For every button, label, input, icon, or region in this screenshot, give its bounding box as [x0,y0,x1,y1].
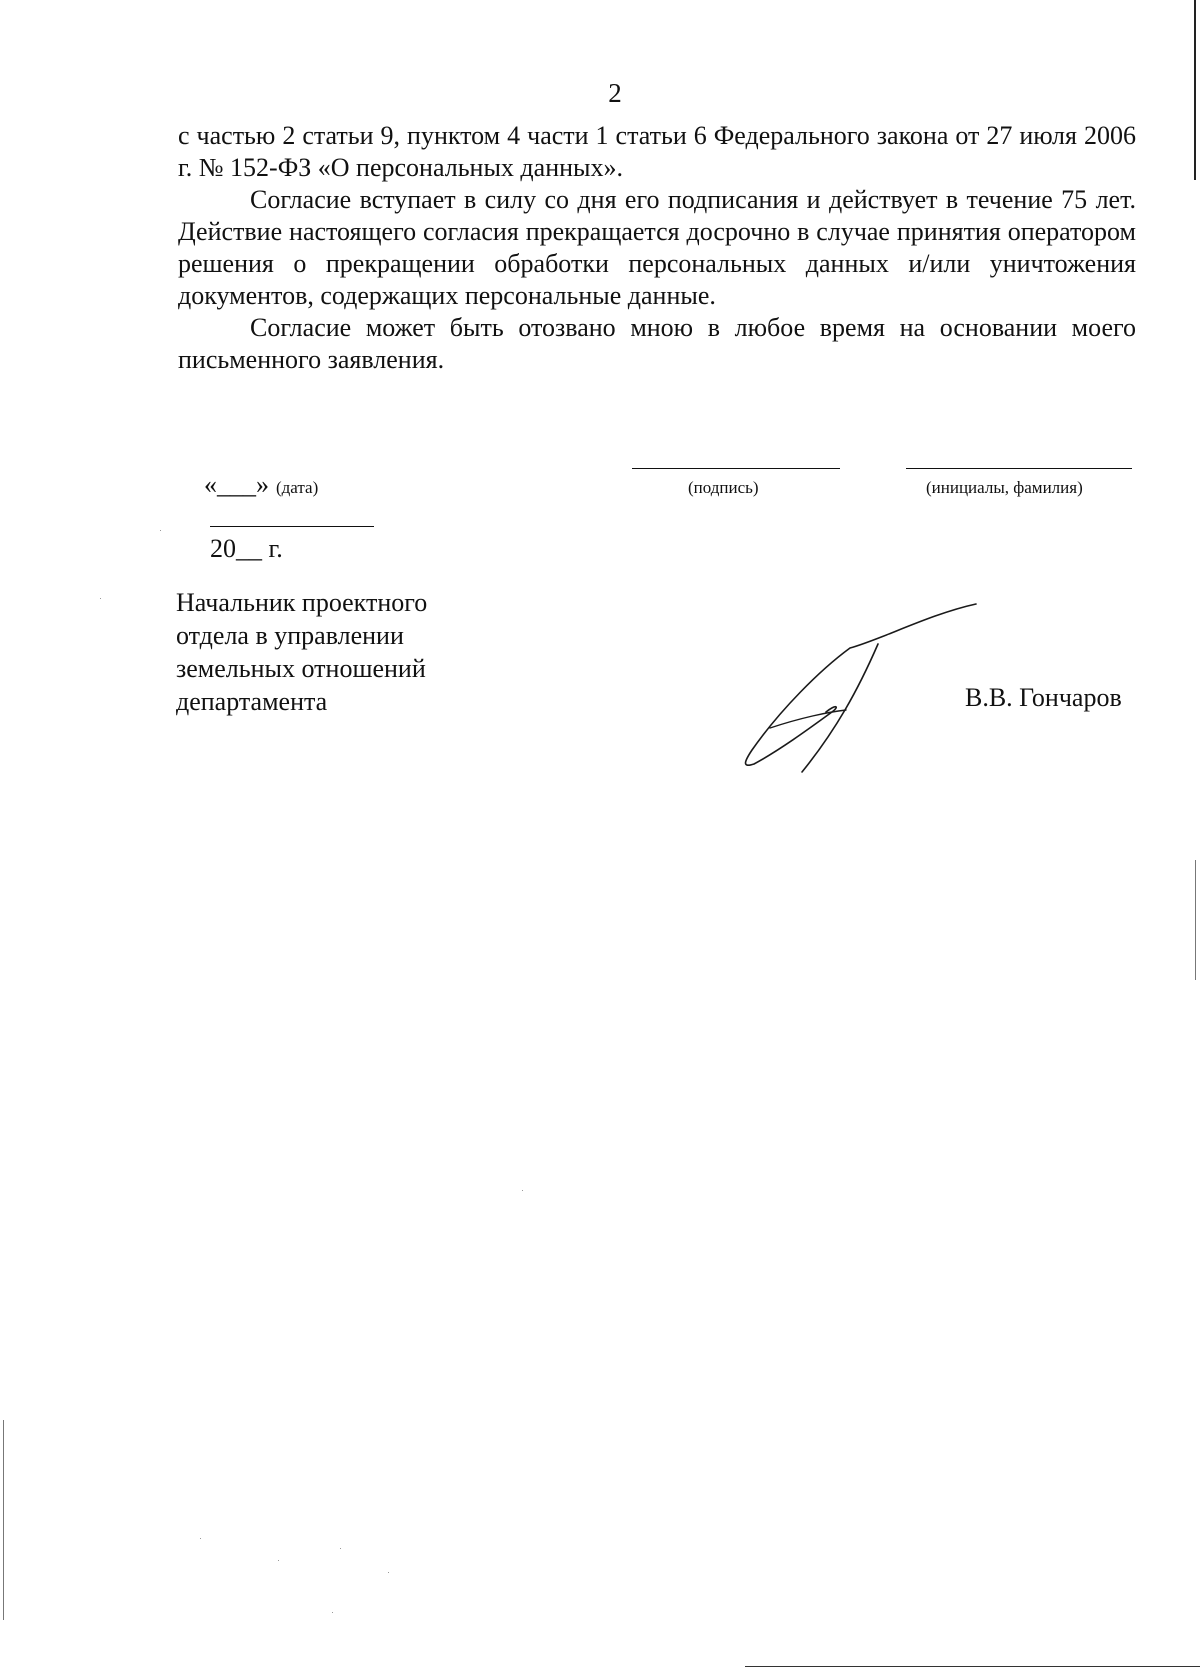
scan-speck [340,1548,341,1549]
paragraph-revocation: Согласие может быть отозвано мною в любое время на основании моего письменного заявления. [178,313,1136,374]
signatory-position [176,586,427,718]
paragraph-law-reference: с частью 2 статьи 9, пунктом 4 части 1 статьи 6 Федерального закона от 27 июля 2006 г. № 152-ФЗ «О персональных данных». [178,121,1136,182]
date-field [178,440,374,594]
position-line: департамента [176,687,328,716]
scan-speck [332,1612,333,1613]
scan-speck [100,598,101,599]
scan-speck [522,1190,523,1191]
document-body [178,120,1136,376]
signature-line [632,468,840,469]
name-caption: (инициалы, фамилия) [926,478,1083,497]
scan-edge-bottom [745,1666,1200,1667]
scan-speck [200,1538,201,1539]
scan-edge-left [3,1420,4,1620]
scan-edge-right [1194,0,1196,180]
date-month-line [210,500,374,527]
signature-caption: (подпись) [688,478,759,497]
handwritten-signature [740,600,980,780]
page-number: 2 [608,78,622,108]
scan-speck [160,530,161,531]
date-day-field: «___» [204,470,269,499]
position-line: земельных отношений [176,654,426,683]
date-year-field: 20__ г. [210,534,283,563]
name-line [906,468,1132,469]
signature-form [178,440,1136,563]
paragraph-validity: Согласие вступает в силу со дня его подписания и действует в течение 75 лет. Действие настоящего согласия прекращается досрочно в случае принятия оператором решения о прекращении обработки персональных данных и/или уничтожения документов, содержащих персональные данные. [178,185,1136,310]
position-line: отдела в управлении [176,621,404,650]
scan-speck [388,1572,389,1573]
scan-speck [278,1560,279,1561]
date-caption: (дата) [276,478,319,497]
signatory-name: В.В. Гончаров [965,683,1122,712]
scan-edge-right-lower [1195,860,1196,980]
position-line: Начальник проектного [176,588,428,617]
